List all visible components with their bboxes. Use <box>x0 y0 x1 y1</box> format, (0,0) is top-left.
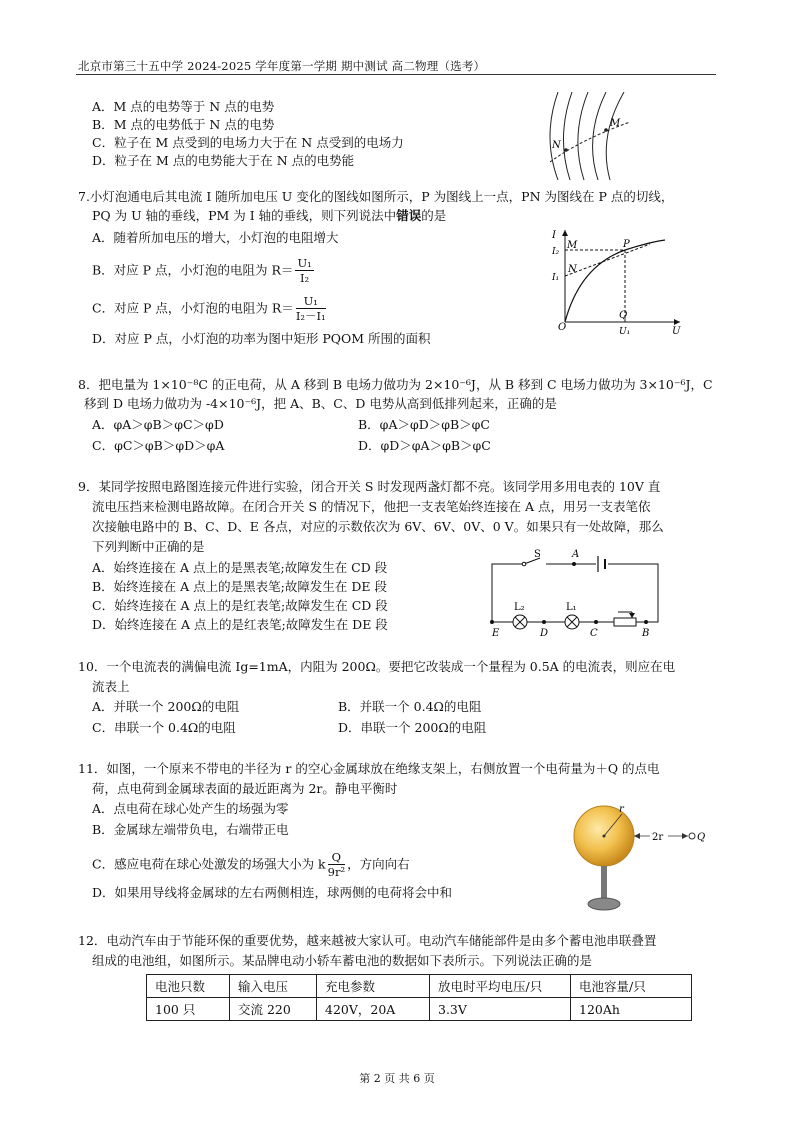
q7-option-d: D．对应 P 点，小灯泡的功率为图中矩形 PQOM 所围的面积 <box>92 331 431 346</box>
q11-label-q: Q <box>697 832 706 843</box>
page-footer: 第 2 页 共 6 页 <box>359 1072 435 1085</box>
q7-option-a: A．随着所加电压的增大，小灯泡的电阻增大 <box>92 230 339 245</box>
q7-label-u1: U₁ <box>619 327 631 337</box>
q7-label-m: M <box>567 240 578 251</box>
q9-circuit-figure <box>484 548 664 640</box>
q7-label-q: Q <box>619 310 628 321</box>
q9-label-l2: L₂ <box>514 602 525 613</box>
table-header-cell: 充电参数 <box>317 975 430 998</box>
page-header: 北京市第三十五中学 2024-2025 学年度第一学期 期中测试 高二物理（选考） <box>78 59 486 73</box>
q9-label-l1: L₁ <box>566 602 577 613</box>
table-header-cell: 电池只数 <box>147 975 230 998</box>
q11-stem-line1: 11．如图，一个原来不带电的半径为 r 的空心金属球放在绝缘支架上，右侧放置一个电荷量为＋Q 的点电 <box>78 761 660 776</box>
q10-stem-line1: 10．一个电流表的满偏电流 Ig=1mA，内阻为 200Ω。要把它改装成一个量程为 0.5A 的电流表，则应在电 <box>78 659 676 674</box>
q8-option-d: D．φD＞φA＞φB＞φC <box>358 438 491 453</box>
q11-option-d: D．如果用导线将金属球的左右两侧相连，球两侧的电荷将会中和 <box>92 885 453 900</box>
q6-option-c: C．粒子在 M 点受到的电场力大于在 N 点受到的电场力 <box>92 135 404 150</box>
q9-option-d: D．始终连接在 A 点上的是红表笔;故障发生在 DE 段 <box>92 617 388 632</box>
q12-stem-line2: 组成的电池组，如图所示。某品牌电动小轿车蓄电池的数据如下表所示。下列说法正确的是 <box>92 953 593 968</box>
q10-option-b: B．并联一个 0.4Ω的电阻 <box>338 699 482 714</box>
battery-data-table <box>146 974 692 1021</box>
q8-stem-line1: 8．把电量为 1×10⁻⁸C 的正电荷，从 A 移到 B 电场力做功为 2×10⁻⁶J，从 B 移到 C 电场力做功为 3×10⁻⁶J，C <box>78 377 713 392</box>
q8-option-a: A．φA＞φB＞φC＞φD <box>92 417 224 432</box>
q9-stem-line3: 次接触电路中的 B、C、D、E 各点，对应的示数依次为 6V、6V、0V、0 V。如果只有一处故障，那么 <box>92 519 664 534</box>
q9-option-a: A．始终连接在 A 点上的是黑表笔;故障发生在 CD 段 <box>92 560 388 575</box>
q11-metal-sphere-figure <box>566 800 716 918</box>
q9-stem-line2: 流电压挡来检测电路故障。在闭合开关 S 的情况下，他把一支表笔始终连接在 A 点，用另一支表笔依 <box>92 499 651 514</box>
q9-label-a: A <box>572 549 580 560</box>
q7-emphasis: 错误 <box>396 208 422 223</box>
q6-option-a: A．M 点的电势等于 N 点的电势 <box>92 99 275 114</box>
table-cell: 120Ah <box>571 998 692 1021</box>
q6-label-m: M <box>610 118 621 129</box>
q9-label-c: C <box>590 628 598 639</box>
q10-option-c: C．串联一个 0.4Ω的电阻 <box>92 720 236 735</box>
q8-option-b: B．φA＞φD＞φB＞φC <box>358 417 490 432</box>
q11-option-a: A．点电荷在球心处产生的场强为零 <box>92 801 289 816</box>
q8-option-c: C．φC＞φB＞φD＞φA <box>92 438 225 453</box>
table-cell: 交流 220 <box>230 998 317 1021</box>
table-cell: 3.3V <box>430 998 571 1021</box>
q7-label-i2: I₂ <box>552 247 560 257</box>
q7-option-b: B．对应 P 点，小灯泡的电阻为 R＝ $\frac{\text{U₁}}{\text{I₂}}$ <box>92 256 312 285</box>
q7-iu-graph-figure <box>550 226 690 338</box>
q9-stem-line1: 9．某同学按照电路图连接元件进行实验，闭合开关 S 时发现两盏灯都不亮。该同学用多用电表的 10V 直 <box>78 479 661 494</box>
q9-label-d: D <box>540 628 549 639</box>
q6-option-d: D．粒子在 M 点的电势能大于在 N 点的电势能 <box>92 153 355 168</box>
q9-label-b: B <box>642 628 650 639</box>
q9-option-b: B．始终连接在 A 点上的是黑表笔;故障发生在 DE 段 <box>92 579 387 594</box>
q7-label-i1: I₁ <box>552 273 560 283</box>
q6-option-b: B．M 点的电势低于 N 点的电势 <box>92 117 275 132</box>
q10-option-a: A．并联一个 200Ω的电阻 <box>92 699 240 714</box>
header-divider <box>76 74 716 75</box>
table-header-cell: 放电时平均电压/只 <box>430 975 571 998</box>
table-header-cell: 电池容量/只 <box>571 975 692 998</box>
q7-label-p: P <box>623 239 630 250</box>
q9-label-e: E <box>492 628 500 639</box>
table-header-row <box>147 975 692 998</box>
q10-option-d: D．串联一个 200Ω的电阻 <box>338 720 487 735</box>
q6-field-lines-figure <box>540 92 640 182</box>
table-row <box>147 998 692 1021</box>
q7-label-o: O <box>558 322 567 333</box>
q7-axis-i: I <box>552 230 556 241</box>
q11-label-r: r <box>619 804 624 815</box>
q6-label-n: N <box>552 140 561 151</box>
q7-option-c: C．对应 P 点，小灯泡的电阻为 R＝ $\frac{\text{U₁}}{\text{I₂－I₁}}$ <box>92 294 326 323</box>
q11-label-2r: 2r <box>652 832 664 843</box>
q7-stem-line2: PQ 为 U 轴的垂线，PM 为 I 轴的垂线，则下列说法中错误的是 <box>92 208 447 223</box>
q7-axis-u: U <box>672 326 681 337</box>
q8-stem-line2: 移到 D 电场力做功为 -4×10⁻⁶J，把 A、B、C、D 电势从高到低排列起来，正确的是 <box>84 396 557 411</box>
q12-stem-line1: 12．电动汽车由于节能环保的重要优势，越来越被大家认可。电动汽车储能部件是由多个蓄电池串联叠置 <box>78 933 657 948</box>
table-cell: 420V，20A <box>317 998 430 1021</box>
q11-option-b: B．金属球左端带负电，右端带正电 <box>92 822 289 837</box>
q9-option-c: C．始终连接在 A 点上的是红表笔;故障发生在 CD 段 <box>92 598 388 613</box>
q9-label-s: S <box>534 549 541 560</box>
q9-stem-line4: 下列判断中正确的是 <box>92 539 205 554</box>
q7-stem-line1: 7.小灯泡通电后其电流 I 随所加电压 U 变化的图线如图所示，P 为图线上一点，PN 为图线在 P 点的切线， <box>78 189 674 204</box>
q11-stem-line2: 荷，点电荷到金属球表面的最近距离为 2r。静电平衡时 <box>92 781 398 796</box>
table-header-cell: 输入电压 <box>230 975 317 998</box>
q11-option-c: C．感应电荷在球心处激发的场强大小为 k $\frac{Q}{\text{9r²}}$ ，方向向右 <box>92 850 410 879</box>
q7-label-n: N <box>568 264 577 275</box>
q10-stem-line2: 流表上 <box>92 679 130 694</box>
table-cell: 100 只 <box>147 998 230 1021</box>
